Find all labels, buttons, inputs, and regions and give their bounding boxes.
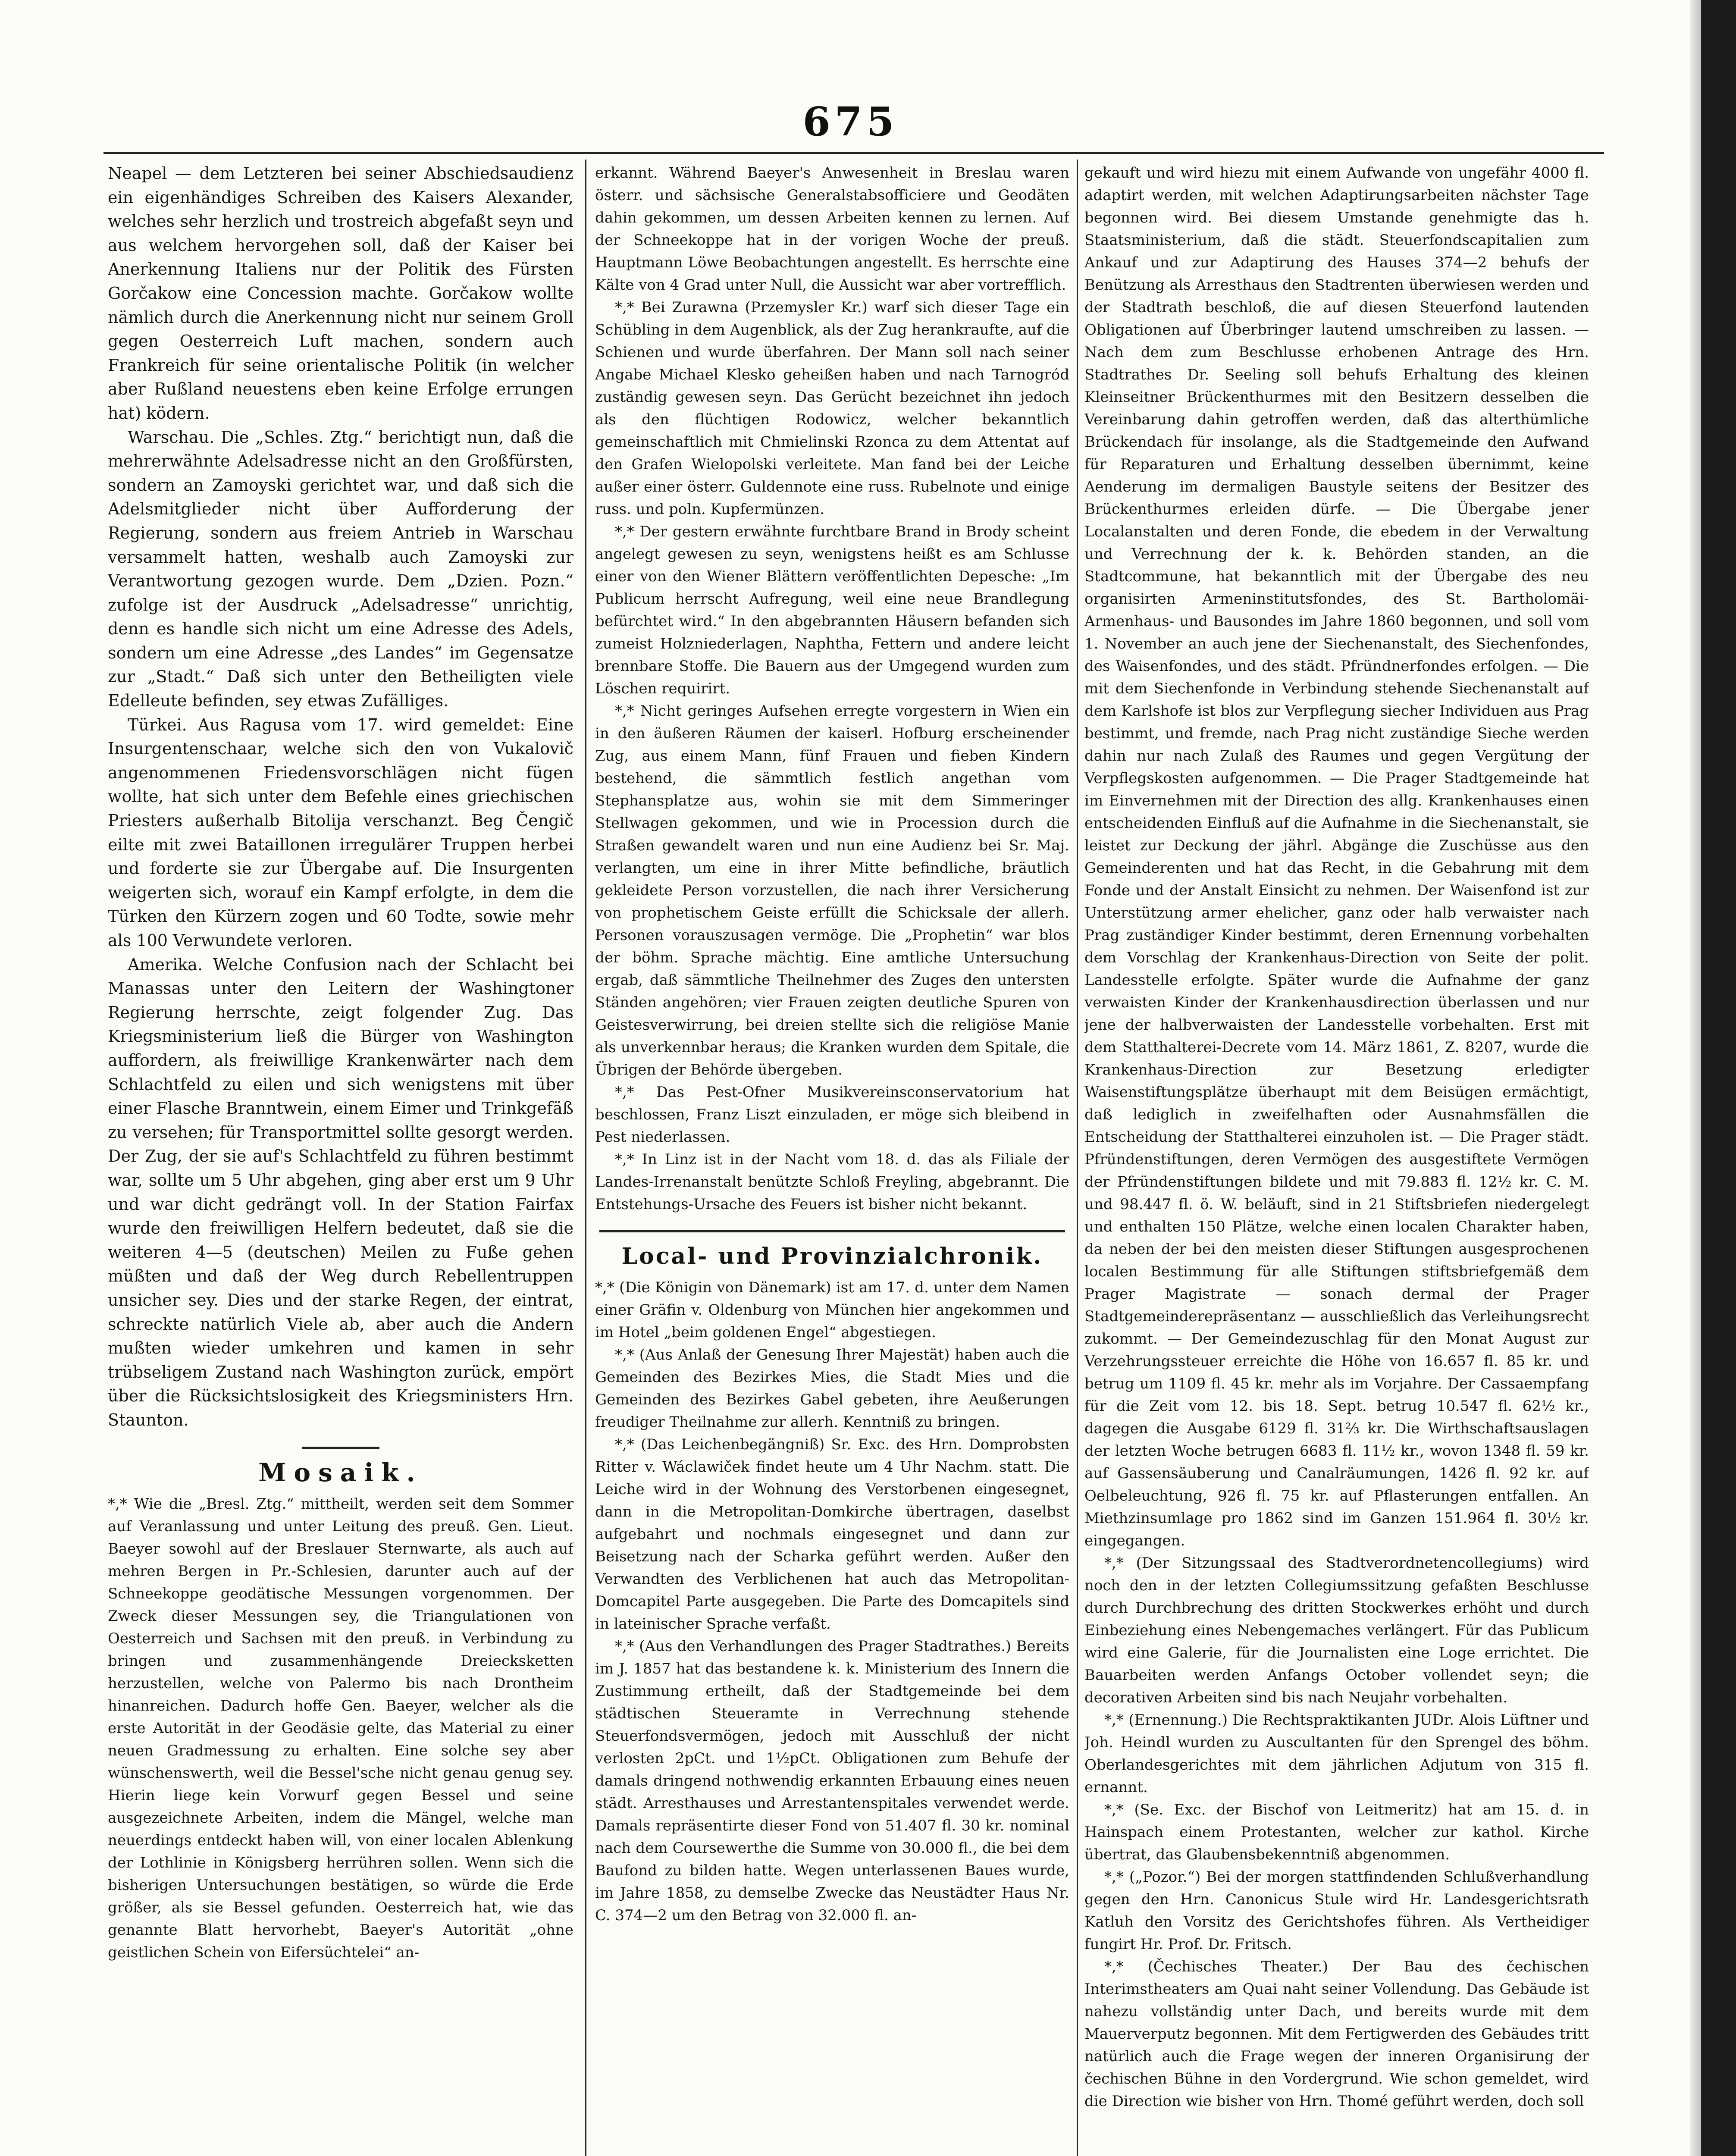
article-amerika: Amerika. Welche Confusion nach der Schlacht bei Manassas unter den Leitern der Washingtoner Regierung herrschte, zeigt folgender Zug. Das Kriegsministerium ließ die Bürger von Washington auffordern, als freiwillige Krankenwärter nach dem Schlachtfeld zu eilen und sich wenigstens mit über einer Flasche Branntwein, einem Eimer und Trinkgefäß zu versehen; für Transportmittel sollte gesorgt werden. Der Zug, der sie auf's Schlachtfeld zu führen bestimmt war, sollte um 5 Uhr abgehen, ging aber erst um 9 Uhr und war dicht gedrängt voll. In der Station Fairfax wurde den freiwilligen Helfern bedeutet, daß sie die weiteren 4—5 (deutschen) Meilen zu Fuße gehen müßten und daß der Weg durch Rebellentruppen unsicher sey. Dies und der starke Regen, der eintrat, schreckte natürlich Viele ab, aber auch die Andern mußten wieder umkehren und kamen in sehr trübseligem Zustand nach Washington zurück, empört über die Rücksichtslosigkeit des Kriegsministers Hrn. Staunton.: [108, 955, 573, 1429]
article-genesung: *,* (Aus Anlaß der Genesung Ihrer Majestät) haben auch die Gemeinden des Bezirkes Mies, die Stadt Mies und die Gemeinden des Bezirkes Gabel gebeten, ihre Aeußerungen freudiger Theilnahme zur allerh. Kenntniß zu bringen.: [595, 1346, 1069, 1431]
article-linz-fire: *,* In Linz ist in der Nacht vom 18. d. das als Filiale der Landes-Irrenanstalt benützte Schloß Freyling, abgebrannt. Die Entstehungs-Ursache des Feuers ist bisher nicht bekannt.: [595, 1151, 1069, 1213]
article-leichenbegaengniss: *,* (Das Leichenbegängniß) Sr. Exc. des Hrn. Domprobsten Ritter v. Wáclawiček findet heute um 4 Uhr Nachm. statt. Die Leiche wird in der Wohnung des Verstorbenen eingesegnet, dann in die Metropolitan-Domkirche übertragen, daselbst aufgebahrt und nochmals eingesegnet und dann zur Beisetzung nach der Scharka geführt werden. Außer den Verwandten des Verblichenen hat auch das Metropolitan-Domcapitel Parte ausgegeben. Die Parte des Domcapitels sind in lateinischer Sprache verfaßt.: [595, 1435, 1069, 1633]
article-warschau: Warschau. Die „Schles. Ztg.“ berichtigt nun, daß die mehrerwähnte Adelsadresse nicht an den Großfürsten, sondern an Zamoyski gerichtet war, und daß sich die Adelsmitglieder nicht über Aufforderung der Regierung, sondern aus freiem Antrieb in Warschau versammelt hatten, weshalb auch Zamoyski zur Verantwortung gezogen wurde. Dem „Dzien. Pozn.“ zufolge ist der Ausdruck „Adelsadresse“ unrichtig, denn es handle sich nicht um eine Adresse des Adels, sondern um eine Adresse „des Landes“ im Gegensatze zur „Stadt.“ Daß sich unter den Betheiligten viele Edelleute befinden, sey etwas Zufälliges.: [108, 427, 573, 711]
section-rule: [599, 1230, 1065, 1232]
column-1: [108, 162, 573, 2156]
article-zurawna: *,* Bei Zurawna (Przemysler Kr.) warf sich dieser Tage ein Schübling in dem Augenblick, als der Zug herankraufte, auf die Schienen und wurde überfahren. Der Mann soll nach seiner Angabe Michael Klesko geheißen haben und nach Tarnogród zuständig gewesen seyn. Das Gerücht bezeichnet ihn jedoch als den flüchtigen Rodowicz, welcher bekanntlich gemeinschaftlich mit Chmielinski Rzonca zu dem Attentat auf den Grafen Wielopolski verleitete. Man fand bei der Leiche außer einer österr. Guldennote eine russ. Rubelnote und einige russ. und poln. Kupfermünzen.: [595, 299, 1069, 518]
article-bischof: *,* (Se. Exc. der Bischof von Leitmeritz) hat am 15. d. in Hainspach einem Protestanten, welcher zur kathol. Kirche übertrat, das Glaubensbekenntniß abgenommen.: [1084, 1801, 1589, 1863]
section-rule: [302, 1447, 379, 1449]
header-rule: [103, 152, 1604, 154]
article-koenigin: *,* (Die Königin von Dänemark) ist am 17. d. unter dem Namen einer Gräfin v. Oldenburg von München hier angekommen und im Hotel „beim goldenen Engel“ abgestiegen.: [595, 1279, 1069, 1341]
column-divider-2: [1077, 160, 1078, 2156]
article-stadtrath: *,* (Aus den Verhandlungen des Prager Stadtrathes.) Bereits im J. 1857 hat das bestandene k. k. Ministerium des Innern die Zustimmung ertheilt, daß der Stadtgemeinde bei dem städtischen Steueramte in Verrechnung stehende Steuerfondsvermögen, jedoch mit Ausschluß der nicht verlosten 2pCt. und 1½pCt. Obligationen zum Behufe der damals dringend nothwendig erkannten Erbauung eines neuen städt. Arresthauses und Arrestantenspitales verwendet werde. Damals repräsentirte dieser Fond von 51.407 fl. 30 kr. nominal nach dem Coursewerthe die Summe von 30.000 fl., die bei dem Baufond zu bilden hatte. Wegen unterlassenen Baues wurde, im Jahre 1858, zu demselbe Zwecke das Neustädter Haus Nr. C. 374—2 um den Betrag von 32.000 fl. an-: [595, 1637, 1069, 1924]
article-geodesy-continued: erkannt. Während Baeyer's Anwesenheit in Breslau waren österr. und sächsische Generalstabsofficiere und Geodäten dahin gekommen, um dessen Arbeiten kennen zu lernen. Auf der Schneekoppe hat in der vorigen Woche der preuß. Hauptmann Löwe Beobachtungen angestellt. Es herrschte eine Kälte von 4 Grad unter Null, die Aussicht war aber vortrefflich.: [595, 164, 1069, 294]
column-3: [1084, 162, 1589, 2156]
section-heading-mosaik: Mosaik.: [258, 1458, 423, 1488]
article-sitzungssaal: *,* (Der Sitzungssaal des Stadtverordnetencollegiums) wird noch den in der letzten Collegiumssitzung gefaßten Beschlusse durch Durchbrechung des dritten Stockwerkes erhöht und durch Einbeziehung eines Nebengemaches verlängert. Für das Publicum wird eine Galerie, für die Journalisten eine Loge errichtet. Die Bauarbeiten werden Anfangs October vollendet seyn; die decorativen Arbeiten sind bis nach Neujahr vorbehalten.: [1084, 1554, 1589, 1706]
page-spine-edge: [1690, 0, 1701, 2156]
article-pest-liszt: *,* Das Pest-Ofner Musikvereinsconservatorium hat beschlossen, Franz Liszt einzuladen, er möge sich bleibend in Pest niederlassen.: [595, 1084, 1069, 1146]
article-wien-procession: *,* Nicht geringes Aufsehen erregte vorgestern in Wien ein in den äußeren Räumen der kaiserl. Hofburg erscheinender Zug, aus einem Mann, fünf Frauen und fieben Kindern bestehend, die sämmtlich festlich angethan vom Stephansplatze aus, wohin sie mit dem Simmeringer Stellwagen gekommen, und wie in Procession durch die Straßen gewandelt waren und nun eine Audienz bei Sr. Maj. verlangten, um eine in ihrer Mitte befindliche, bräutlich gekleidete Person vorzustellen, die nach ihrer Versicherung von prophetischem Geiste erfüllt die Schicksale der allerh. Personen vorauszusagen vermöge. Die „Prophetin“ war blos der böhm. Sprache mächtig. Eine amtliche Untersuchung ergab, daß sämmtliche Theilnehmer des Zuges den untersten Ständen angehören; vier Frauen zeigten deutliche Spuren von Geistesverwirrung, bei dreien stellte sich die religiöse Manie als unverkennbar heraus; die Kranken wurden dem Spitale, die Übrigen der Behörde übergeben.: [595, 702, 1069, 1078]
article-pozor: *,* („Pozor.“) Bei der morgen stattfindenden Schlußverhandlung gegen den Hrn. Canonicus Stule wird Hr. Landesgerichtsrath Katluh den Vorsitz des Gerichtshofes führen. Als Vertheidiger fungirt Hr. Prof. Dr. Fritsch.: [1084, 1868, 1589, 1953]
article-mosaik-geodesy: *,* Wie die „Bresl. Ztg.“ mittheilt, werden seit dem Sommer auf Veranlassung und unter Leitung des preuß. Gen. Lieut. Baeyer sowohl auf der Breslauer Sternwarte, als auch auf mehren Bergen in Pr.-Schlesien, darunter auch auf der Schneekoppe geodätische Messungen vorgenommen. Der Zweck dieser Messungen sey, die Triangulationen von Oesterreich und Sachsen mit den preuß. in Verbindung zu bringen und zusammenhängende Dreiecksketten herzustellen, welche von Palermo bis nach Drontheim hinanreichen. Dadurch hoffe Gen. Baeyer, welcher als die erste Autorität in der Geodäsie gelte, das Material zu einer neuen Gradmessung zu erhalten. Eine solche sey aber wünschenswerth, weil die Bessel'sche nicht genau genug sey. Hierin liege kein Vorwurf gegen Bessel und seine ausgezeichnete Arbeiten, indem die Mängel, welche man neuerdings entdeckt haben will, von einer localen Ablenkung der Lothlinie in Königsberg herrühren sollen. Wenn sich die bisherigen Untersuchungen bestätigen, so würde die Erde größer, als sie Bessel gefunden. Oesterreich hat, wie das genannte Blatt hervorhebt, Baeyer's Autorität „ohne geistlichen Schein von Eifersüchtelei“ an-: [108, 1495, 573, 1962]
article-brody-fire: *,* Der gestern erwähnte furchtbare Brand in Brody scheint angelegt gewesen zu seyn, wenigstens heißt es am Schlusse einer von den Wiener Blättern veröffentlichten Depesche: „Im Publicum herrscht Aufregung, weil eine neue Brandlegung befürchtet wird.“ In den abgebrannten Häusern befanden sich zumeist Holzniederlagen, Naphtha, Fettern und andere leicht brennbare Stoffe. Die Bauern aus der Umgegend wurden zum Löschen requirirt.: [595, 523, 1069, 697]
column-divider-1: [585, 160, 586, 2156]
article-stadtrath-continued: gekauft und wird hiezu mit einem Aufwande von ungefähr 4000 fl. adaptirt werden, mit welchen Adaptirungsarbeiten nächster Tage begonnen wird. Bei diesem Umstande genehmigte das h. Staatsministerium, daß die städt. Steuerfondscapitalien zum Ankauf und zur Adaptirung des Hauses 374—2 behufs der Benützung als Arresthaus den Stadtrenten überwiesen werden und der Stadtrath beschloß, die auf diesen Steuerfond lautenden Obligationen auf Überbringer lautend umschreiben zu lassen. — Nach dem zum Beschlusse erhobenen Antrage des Hrn. Stadtrathes Dr. Seeling soll behufs Erhaltung des kleinen Kleinseitner Brückenthurmes mit den Besitzern desselben die Vereinbarung dahin getroffen werden, daß das alterthümliche Brückendach für insolange, als die Stadtgemeinde den Aufwand für Reparaturen und Erhaltung desselben übernimmt, keine Aenderung im dermaligen Baustyle seitens der Besitzer des Brückenthurmes erleiden dürfe. — Die Übergabe jener Localanstalten und deren Fonde, die ebedem in der Verwaltung und Verrechnung der k. k. Behörden standen, an die Stadtcommune, hat bekanntlich mit der Übergabe des neu organisirten Armeninstitutsfondes, des St. Bartholomäi-Armenhaus- und Bausondes im Jahre 1860 begonnen, und soll vom 1. November an auch jene der Siechenanstalt, des Siechenfondes, des Waisenfondes, und des städt. Pfründnerfondes erfolgen. — Die mit dem Siechenfonde in Verbindung stehende Siechenanstalt auf dem Karlshofe ist blos zur Verpflegung siecher Individuen aus Prag bestimmt, und fremde, nach Prag nicht zuständige Sieche werden dahin nur nach Zulaß des Raumes und gegen Vergütung der Verpflegskosten aufgenommen. — Die Prager Stadtgemeinde hat im Einvernehmen mit der Direction des allg. Krankenhauses einen entscheidenden Einfluß auf die Aufnahme in die Siechenanstalt, sie leistet zur Deckung der jährl. Abgänge die Zuschüsse aus den Gemeinderenten und hat das Recht, in die Gebahrung mit dem Fonde und der Anstalt Einsicht zu nehmen. Der Waisenfond ist zur Unterstützung armer ehelicher, ganz oder halb verwaister nach Prag zuständiger Kinder bestimmt, deren Ernennung vorbehalten dem Vorschlag der Krankenhaus-Direction von Seite der polit. Landesstelle erfolgte. Später wurde die Aufnahme der ganz verwaisten Kinder der Krankenhausdirection überlassen und nur jene der halbverwaisten der Landesstelle vorbehalten. Erst mit dem Statthalterei-Decrete vom 14. März 1861, Z. 8207, wurde die Krankenhaus-Direction zur Besetzung erledigter Waisenstiftungsplätze überhaupt mit dem Beisügen ermächtigt, daß lediglich in zweifelhaften oder Ausnahmsfällen die Entscheidung der Statthalterei einzuholen ist. — Die Prager städt. Pfründenstiftungen, deren Vermögen des ausgestiftete Vermögen der Pfründenstiftungen bildete und mit 79.883 fl. 12½ kr. C. M. und 98.447 fl. ö. W. beläuft, sind in 21 Stiftsbriefen niedergelegt und enthalten 150 Plätze, welche einen localen Charakter haben, da neben der bei den meisten dieser Stiftungen ausgesprochenen localen Bestimmung für alle Stiftungen stiftsbriefgemäß dem Prager Magistrate — sonach dermal der Prager Stadtgemeinderepräsentanz — ausschließlich das Verleihungsrecht zukommt. — Der Gemeindezuschlag für den Monat August zur Verzehrungssteuer erreichte die Höhe von 16.657 fl. 85 kr. und betrug um 1109 fl. 45 kr. mehr als im Vorjahre. Der Cassaempfang für die Zeit vom 12. bis 18. Sept. betrug 10.547 fl. 62½ kr., dagegen die Ausgabe 6129 fl. 31⅔ kr. Die Wirthschaftsauslagen der letzten Woche betrugen 6683 fl. 11½ kr., wovon 1348 fl. 59 kr. auf Gassensäuberung und Canalräumungen, 1426 fl. 92 kr. auf Oelbeleuchtung, 926 fl. 75 kr. auf Pflasterungen entfallen. An Miethzinsumlage pro 1862 sind im Ganzen 151.964 fl. 30½ kr. eingegangen.: [1084, 164, 1589, 1549]
article-ernennung: *,* (Ernennung.) Die Rechtspraktikanten JUDr. Alois Lüftner und Joh. Heindl wurden zu Auscultanten für den Sprengel des böhm. Oberlandesgerichtes mit dem jährlichen Adjutum von 315 fl. ernannt.: [1084, 1711, 1589, 1796]
section-heading-chronik: Local- und Provinzialchronik.: [621, 1243, 1043, 1269]
page-number: 675: [802, 98, 899, 145]
column-2: [595, 162, 1069, 2156]
article-theater: *,* (Čechisches Theater.) Der Bau des čechischen Interimstheaters am Quai naht seiner Vollendung. Das Gebäude ist nahezu vollständig unter Dach, und bereits wurde mit dem Mauerverputz begonnen. Mit dem Fertigwerden des Gebäudes tritt natürlich auch die Frage wegen der inneren Organisirung der čechischen Bühne in den Vordergrund. Wie schon gemeldet, wird die Direction wie bisher von Hrn. Thomé geführt werden, doch soll: [1084, 1958, 1589, 2110]
article-tuerkei: Türkei. Aus Ragusa vom 17. wird gemeldet: Eine Insurgentenschaar, welche sich den von Vukalovič angenommenen Friedensvorschlägen nicht fügen wollte, hat sich unter dem Befehle eines griechischen Priesters außerhalb Bitolija verschanzt. Beg Čengič eilte mit zwei Bataillonen irregulärer Truppen herbei und forderte sie zur Übergabe auf. Die Insurgenten weigerten sich, worauf ein Kampf erfolgte, in dem die Türken den Kürzern zogen und 60 Todte, sowie mehr als 100 Verwundete verloren.: [108, 715, 573, 950]
article-neapel-end: Neapel — dem Letzteren bei seiner Abschiedsaudienz ein eigenhändiges Schreiben des Kaisers Alexander, welches sehr herzlich und trostreich abgefaßt seyn und aus welchem hervorgehen soll, daß der Kaiser bei Anerkennung Italiens nur der Politik des Fürsten Gorčakow eine Concession machte. Gorčakow wollte nämlich durch die Anerkennung nicht nur seinem Groll gegen Oesterreich Luft machen, sondern auch Frankreich für seine orientalische Politik (in welcher aber Rußland neuestens eben keine Erfolge errungen hat) ködern.: [108, 164, 573, 423]
